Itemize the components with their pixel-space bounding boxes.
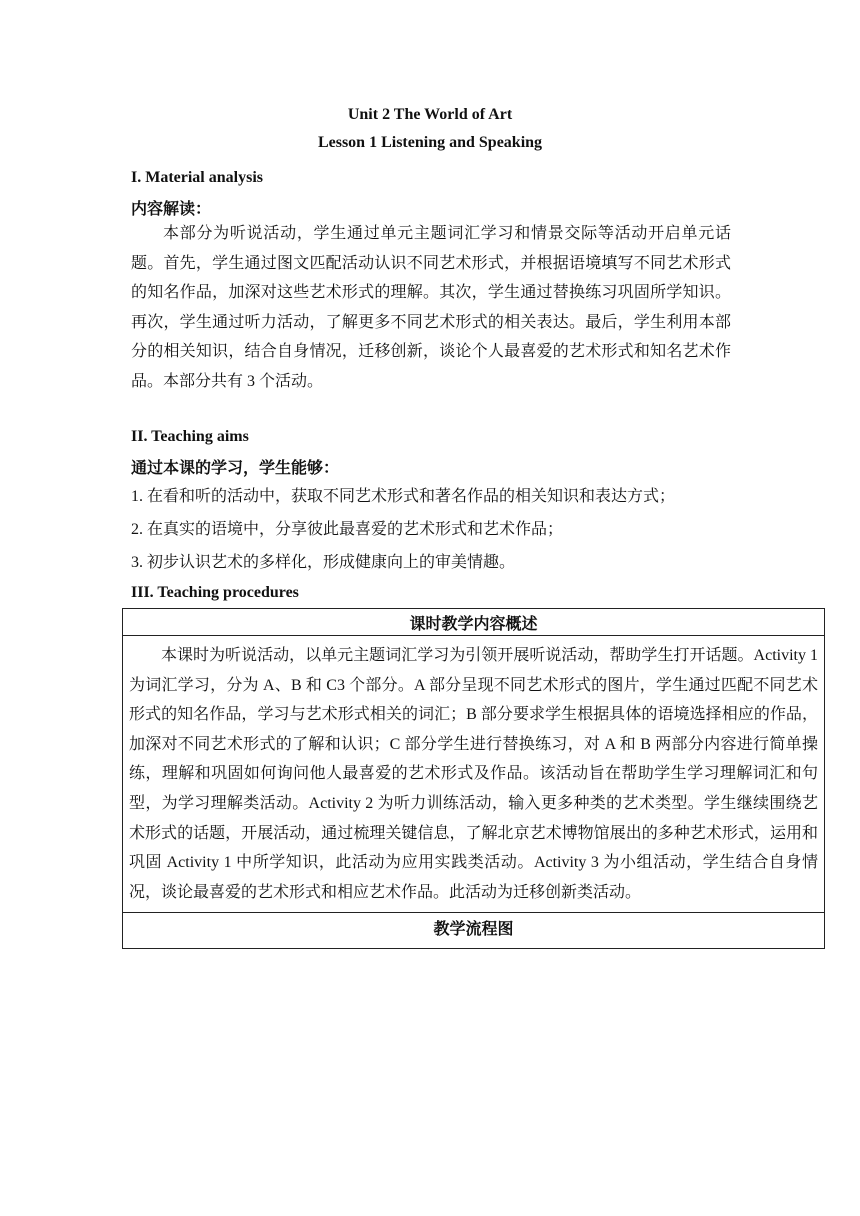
teaching-aim-item-1: 1. 在看和听的活动中，获取不同艺术形式和著名作品的相关知识和表达方式； bbox=[131, 488, 676, 505]
material-analysis-heading: I. Material analysis bbox=[131, 169, 263, 186]
procedures-table bbox=[122, 608, 825, 949]
teaching-aims-subheading: 通过本课的学习，学生能够： bbox=[131, 460, 340, 477]
unit-title: Unit 2 The World of Art bbox=[347, 106, 513, 123]
teaching-aim-item-2: 2. 在真实的语境中，分享彼此最喜爱的艺术形式和艺术作品； bbox=[131, 521, 564, 538]
material-analysis-subheading: 内容解读： bbox=[131, 201, 212, 218]
teaching-aim-item-3: 3. 初步认识艺术的多样化，形成健康向上的审美情趣。 bbox=[131, 554, 516, 571]
material-analysis-paragraph: 本部分为听说活动，学生通过单元主题词汇学习和情景交际等活动开启单元话题。首先，学生通过图文匹配活动认识不同艺术形式，并根据语境填写不同艺术形式的知名作品，加深对这些艺术形式的理解。其次，学生通过替换练习巩固所学知识。再次，学生通过听力活动，了解更多不同艺术形式的相关表达。最后，学生利用本部分的相关知识，结合自身情况，迁移创新，谈论个人最喜爱的艺术形式和知名艺术作品。本部分共有 3 个活动。 bbox=[131, 225, 731, 390]
flowchart-header-cell: 教学流程图 bbox=[123, 913, 825, 949]
teaching-aims-heading: II. Teaching aims bbox=[131, 428, 249, 445]
teaching-procedures-heading: III. Teaching procedures bbox=[131, 584, 299, 601]
lesson-title: Lesson 1 Listening and Speaking bbox=[317, 134, 543, 151]
overview-text-cell: 本课时为听说活动，以单元主题词汇学习为引领开展听说活动，帮助学生打开话题。Activity 1 为词汇学习，分为 A、B 和 C3 个部分。A 部分呈现不同艺术形式的图片，学生通过匹配不同艺术形式的知名作品，学习与艺术形式相关的词汇；B 部分要求学生根据具体的语境选择相应的作品，加深对不同艺术形式的了解和认识；C 部分学生进行替换练习，对 A 和 B 两部分内容进行简单操练，理解和巩固如何询问他人最喜爱的艺术形式及作品。该活动旨在帮助学生学习理解词汇和句型，为学习理解类活动。Activity 2 为听力训练活动，输入更多种类的艺术类型。学生继续围绕艺术形式的话题，开展活动，通过梳理关键信息，了解北京艺术博物馆展出的多种艺术形式，运用和巩固 Activity 1 中所学知识，此活动为应用实践类活动。Activity 3 为小组活动，学生结合自身情况，谈论最喜爱的艺术形式和相应艺术作品。此活动为迁移创新类活动。 bbox=[123, 636, 825, 913]
overview-header-cell: 课时教学内容概述 bbox=[123, 609, 825, 636]
